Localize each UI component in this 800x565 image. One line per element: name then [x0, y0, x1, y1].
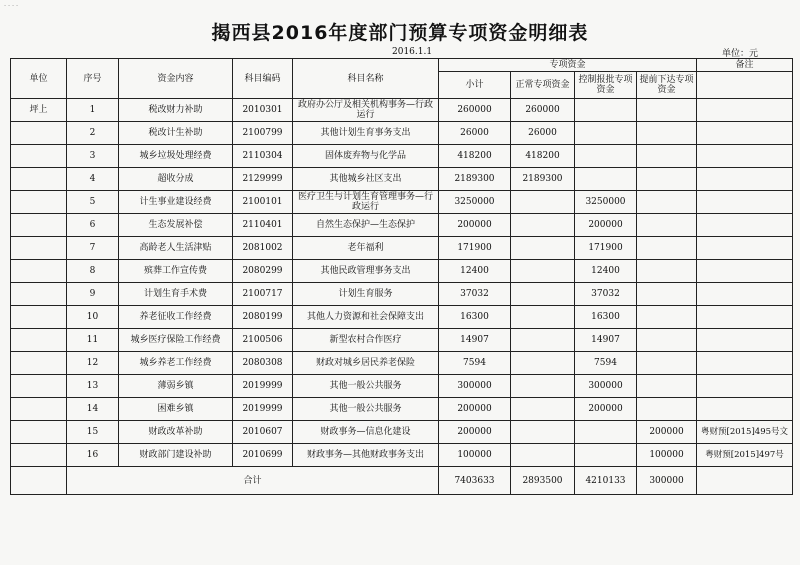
cell-remark [697, 329, 793, 352]
cell-remark [697, 237, 793, 260]
cell-seq: 16 [67, 444, 119, 467]
cell-name: 其他城乡社区支出 [293, 168, 439, 191]
cell-unit [11, 168, 67, 191]
table-row [11, 214, 793, 237]
cell-code: 2110304 [233, 145, 293, 168]
cell-content: 薄弱乡镇 [119, 375, 233, 398]
cell-seq: 7 [67, 237, 119, 260]
cell-seq: 13 [67, 375, 119, 398]
cell-remark [697, 214, 793, 237]
table-row [11, 306, 793, 329]
cell-unit [11, 329, 67, 352]
table-row [11, 398, 793, 421]
header-special: 专项资金 [439, 59, 697, 72]
cell-subtotal: 418200 [439, 145, 511, 168]
cell-content: 财政部门建设补助 [119, 444, 233, 467]
cell-code: 2010607 [233, 421, 293, 444]
cell-name: 新型农村合作医疗 [293, 329, 439, 352]
cell-control: 12400 [575, 260, 637, 283]
cell-advance: 100000 [637, 444, 697, 467]
cell-advance [637, 168, 697, 191]
cell-content: 税改财力补助 [119, 99, 233, 122]
cell-remark: 粤财预[2015]497号 [697, 444, 793, 467]
table-row [11, 260, 793, 283]
cell-subtotal: 200000 [439, 214, 511, 237]
cell-name: 其他计划生育事务支出 [293, 122, 439, 145]
cell-normal [511, 283, 575, 306]
table-row [11, 329, 793, 352]
cell-seq: 15 [67, 421, 119, 444]
cell-content: 困难乡镇 [119, 398, 233, 421]
cell-unit [11, 191, 67, 214]
cell-advance [637, 352, 697, 375]
cell-normal: 260000 [511, 99, 575, 122]
cell-content: 城乡养老工作经费 [119, 352, 233, 375]
cell-control: 14907 [575, 329, 637, 352]
table-row [11, 444, 793, 467]
cell-normal [511, 352, 575, 375]
cell-remark [697, 306, 793, 329]
cell-name: 政府办公厅及相关机构事务—行政运行 [293, 99, 439, 122]
cell-unit: 坪上 [11, 99, 67, 122]
cell-remark [697, 145, 793, 168]
cell-seq: 2 [67, 122, 119, 145]
header-advance: 提前下达专项资金 [637, 72, 697, 99]
cell-advance [637, 122, 697, 145]
cell-unit [11, 398, 67, 421]
cell-name: 计划生育服务 [293, 283, 439, 306]
table-row [11, 421, 793, 444]
cell-unit [11, 214, 67, 237]
cell-normal [511, 398, 575, 421]
cell-control [575, 444, 637, 467]
cell-normal [511, 421, 575, 444]
header-content: 资金内容 [119, 59, 233, 99]
cell-remark [697, 191, 793, 214]
cell-normal [511, 375, 575, 398]
cell-seq: 11 [67, 329, 119, 352]
cell-code: 2100799 [233, 122, 293, 145]
cell-subtotal: 100000 [439, 444, 511, 467]
cell-remark [697, 168, 793, 191]
table-row [11, 375, 793, 398]
cell-subtotal: 12400 [439, 260, 511, 283]
total-remark [697, 467, 793, 495]
cell-name: 老年福利 [293, 237, 439, 260]
cell-control: 37032 [575, 283, 637, 306]
cell-remark [697, 122, 793, 145]
total-advance: 300000 [637, 467, 697, 495]
cell-normal [511, 306, 575, 329]
cell-seq: 6 [67, 214, 119, 237]
cell-code: 2019999 [233, 375, 293, 398]
cell-control [575, 145, 637, 168]
cell-subtotal: 2189300 [439, 168, 511, 191]
cell-seq: 4 [67, 168, 119, 191]
cell-code: 2010699 [233, 444, 293, 467]
cell-control [575, 168, 637, 191]
total-unit [11, 467, 67, 495]
cell-seq: 1 [67, 99, 119, 122]
cell-remark [697, 260, 793, 283]
cell-advance [637, 283, 697, 306]
cell-seq: 8 [67, 260, 119, 283]
cell-advance [637, 214, 697, 237]
cell-content: 殡葬工作宣传费 [119, 260, 233, 283]
cell-control [575, 122, 637, 145]
cell-content: 计划生育手术费 [119, 283, 233, 306]
cell-advance [637, 237, 697, 260]
cell-normal: 26000 [511, 122, 575, 145]
cell-name: 财政事务—信息化建设 [293, 421, 439, 444]
header-seq: 序号 [67, 59, 119, 99]
header-normal: 正常专项资金 [511, 72, 575, 99]
table-body [11, 99, 793, 467]
cell-content: 计生事业建设经费 [119, 191, 233, 214]
currency-unit: 单位：元 [722, 49, 759, 59]
cell-control: 16300 [575, 306, 637, 329]
cell-advance [637, 329, 697, 352]
cell-unit [11, 237, 67, 260]
cell-subtotal: 26000 [439, 122, 511, 145]
cell-code: 2110401 [233, 214, 293, 237]
cell-unit [11, 122, 67, 145]
cell-subtotal: 300000 [439, 375, 511, 398]
table-row [11, 237, 793, 260]
cell-subtotal: 260000 [439, 99, 511, 122]
cell-advance [637, 306, 697, 329]
cell-remark [697, 283, 793, 306]
header-unit: 单位 [11, 59, 67, 99]
budget-table [10, 58, 793, 495]
cell-seq: 12 [67, 352, 119, 375]
scan-mark: ᐧ ᐧ ᐧ ᐧ [4, 2, 18, 10]
cell-control: 171900 [575, 237, 637, 260]
cell-code: 2080299 [233, 260, 293, 283]
table-row [11, 145, 793, 168]
cell-content: 城乡垃圾处理经费 [119, 145, 233, 168]
cell-content: 财政改革补助 [119, 421, 233, 444]
cell-control: 200000 [575, 398, 637, 421]
cell-unit [11, 375, 67, 398]
table-row [11, 283, 793, 306]
cell-content: 生态发展补偿 [119, 214, 233, 237]
cell-unit [11, 352, 67, 375]
cell-normal [511, 329, 575, 352]
cell-seq: 14 [67, 398, 119, 421]
cell-code: 2080199 [233, 306, 293, 329]
document-date: 2016.1.1 [392, 47, 433, 57]
header-remark: 备注 [697, 59, 793, 72]
cell-advance [637, 398, 697, 421]
cell-unit [11, 444, 67, 467]
cell-advance [637, 145, 697, 168]
header-name: 科目名称 [293, 59, 439, 99]
table-row [11, 168, 793, 191]
cell-content: 税改计生补助 [119, 122, 233, 145]
cell-remark [697, 375, 793, 398]
cell-name: 其他民政管理事务支出 [293, 260, 439, 283]
cell-subtotal: 37032 [439, 283, 511, 306]
cell-normal: 2189300 [511, 168, 575, 191]
cell-unit [11, 421, 67, 444]
cell-seq: 10 [67, 306, 119, 329]
cell-seq: 5 [67, 191, 119, 214]
cell-remark: 粤财预[2015]495号文 [697, 421, 793, 444]
header-control: 控制报批专项资金 [575, 72, 637, 99]
cell-unit [11, 260, 67, 283]
cell-unit [11, 283, 67, 306]
total-label: 合计 [67, 467, 439, 495]
cell-subtotal: 14907 [439, 329, 511, 352]
cell-advance [637, 260, 697, 283]
cell-control: 3250000 [575, 191, 637, 214]
page-title: 揭西县2016年度部门预算专项资金明细表 [211, 22, 589, 44]
cell-subtotal: 3250000 [439, 191, 511, 214]
cell-remark [697, 352, 793, 375]
cell-normal [511, 237, 575, 260]
cell-code: 2081002 [233, 237, 293, 260]
cell-subtotal: 7594 [439, 352, 511, 375]
table-row [11, 191, 793, 214]
cell-code: 2010301 [233, 99, 293, 122]
cell-remark [697, 99, 793, 122]
cell-subtotal: 171900 [439, 237, 511, 260]
cell-remark [697, 398, 793, 421]
cell-control: 200000 [575, 214, 637, 237]
cell-content: 城乡医疗保险工作经费 [119, 329, 233, 352]
cell-advance [637, 191, 697, 214]
cell-advance [637, 99, 697, 122]
cell-name: 其他一般公共服务 [293, 398, 439, 421]
cell-content: 高龄老人生活津贴 [119, 237, 233, 260]
header-subtotal: 小计 [439, 72, 511, 99]
cell-name: 财政对城乡居民养老保险 [293, 352, 439, 375]
cell-advance [637, 375, 697, 398]
cell-seq: 9 [67, 283, 119, 306]
table-row [11, 122, 793, 145]
cell-seq: 3 [67, 145, 119, 168]
cell-subtotal: 200000 [439, 421, 511, 444]
cell-control: 7594 [575, 352, 637, 375]
cell-code: 2019999 [233, 398, 293, 421]
cell-normal [511, 214, 575, 237]
cell-normal: 418200 [511, 145, 575, 168]
total-control: 4210133 [575, 467, 637, 495]
cell-code: 2100506 [233, 329, 293, 352]
cell-content: 养老征收工作经费 [119, 306, 233, 329]
cell-control: 300000 [575, 375, 637, 398]
cell-normal [511, 260, 575, 283]
cell-control [575, 421, 637, 444]
cell-normal [511, 444, 575, 467]
total-row [11, 467, 793, 495]
header-remark-blank [697, 72, 793, 99]
cell-code: 2080308 [233, 352, 293, 375]
total-normal: 2893500 [511, 467, 575, 495]
cell-code: 2100717 [233, 283, 293, 306]
cell-name: 财政事务—其他财政事务支出 [293, 444, 439, 467]
cell-name: 其他人力资源和社会保障支出 [293, 306, 439, 329]
cell-unit [11, 306, 67, 329]
cell-subtotal: 16300 [439, 306, 511, 329]
cell-unit [11, 145, 67, 168]
table-row [11, 99, 793, 122]
header-code: 科目编码 [233, 59, 293, 99]
cell-control [575, 99, 637, 122]
cell-content: 超收分成 [119, 168, 233, 191]
cell-code: 2129999 [233, 168, 293, 191]
cell-code: 2100101 [233, 191, 293, 214]
cell-advance: 200000 [637, 421, 697, 444]
cell-normal [511, 191, 575, 214]
cell-subtotal: 200000 [439, 398, 511, 421]
cell-name: 固体废弃物与化学品 [293, 145, 439, 168]
table-row [11, 352, 793, 375]
cell-name: 其他一般公共服务 [293, 375, 439, 398]
total-subtotal: 7403633 [439, 467, 511, 495]
cell-name: 自然生态保护—生态保护 [293, 214, 439, 237]
cell-name: 医疗卫生与计划生育管理事务—行政运行 [293, 191, 439, 214]
